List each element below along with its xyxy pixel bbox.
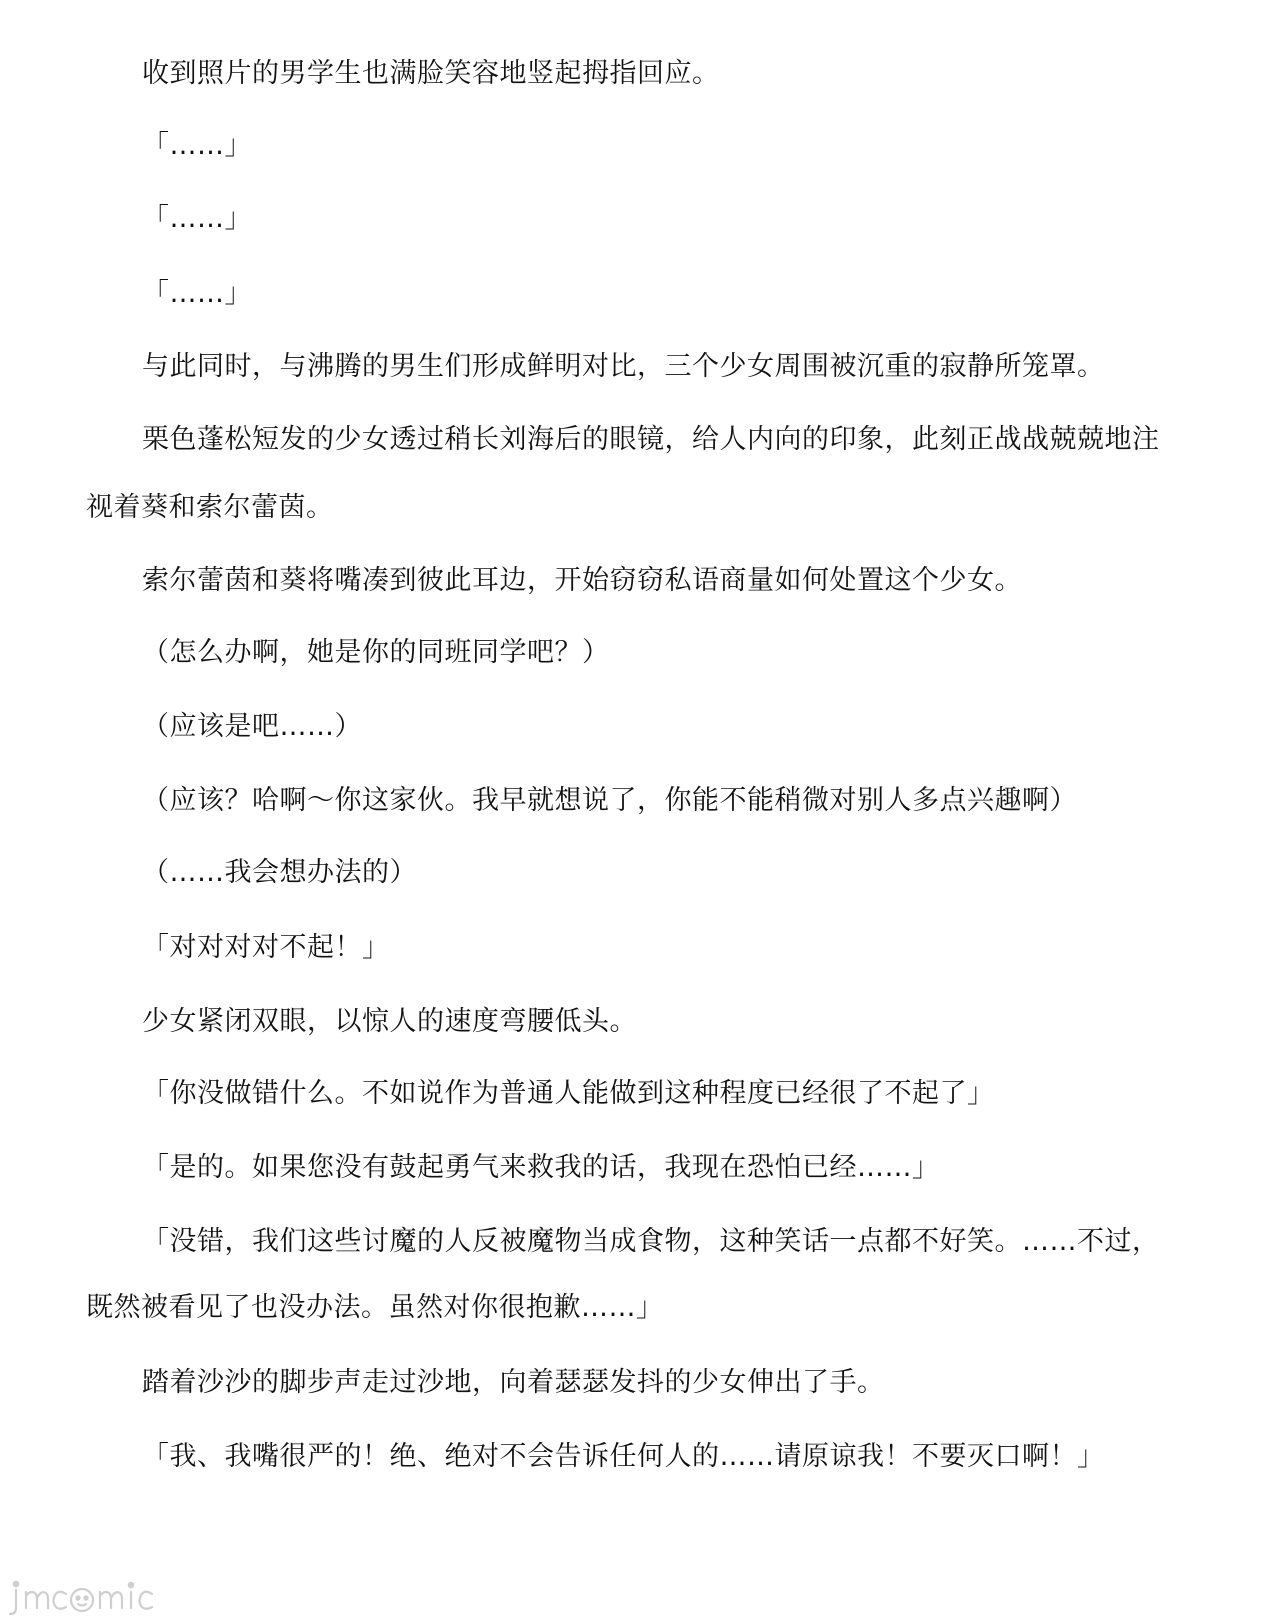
whisper-line: （怎么办啊，她是你的同班同学吧？） [142,637,610,668]
dialogue-line: 「……」 [142,203,252,234]
whisper-line: （应该？哈啊～你这家伙。我早就想说了，你能不能稍微对别人多点兴趣啊） [142,785,1077,816]
dialogue-line: 「……」 [142,278,252,309]
dialogue-line: 「对对对对不起！」 [142,932,390,963]
paragraph-line: 索尔蕾茵和葵将嘴凑到彼此耳边，开始窃窃私语商量如何处置这个少女。 [142,565,1022,596]
paragraph-line: 少女紧闭双眼，以惊人的速度弯腰低头。 [142,1006,637,1037]
dialogue-line: 「……」 [142,130,252,161]
jmcomic-watermark-logo [4,1574,200,1620]
paragraph-line: 栗色蓬松短发的少女透过稍长刘海后的眼镜，给人内向的印象，此刻正战战兢兢地注 [142,424,1160,455]
dialogue-line: 「是的。如果您没有鼓起勇气来救我的话，我现在恐怕已经……」 [142,1152,940,1183]
paragraph-line: 与此同时，与沸腾的男生们形成鲜明对比，三个少女周围被沉重的寂静所笼罩。 [142,351,1105,382]
dialogue-continuation: 既然被看见了也没办法。虽然对你很抱歉……」 [86,1292,664,1323]
dialogue-line: 「没错，我们这些讨魔的人反被魔物当成食物，这种笑话一点都不好笑。……不过， [142,1226,1160,1257]
dialogue-line: 「你没做错什么。不如说作为普通人能做到这种程度已经很了不起了」 [142,1078,995,1109]
dialogue-line: 「我、我嘴很严的！绝、绝对不会告诉任何人的……请原谅我！不要灭口啊！」 [142,1441,1105,1472]
paragraph-line: 收到照片的男学生也满脸笑容地竖起拇指回应。 [142,58,720,89]
paragraph-line: 踏着沙沙的脚步声走过沙地，向着瑟瑟发抖的少女伸出了手。 [142,1367,885,1398]
whisper-line: （……我会想办法的） [142,857,417,888]
paragraph-continuation: 视着葵和索尔蕾茵。 [86,492,334,523]
whisper-line: （应该是吧……） [142,711,362,742]
